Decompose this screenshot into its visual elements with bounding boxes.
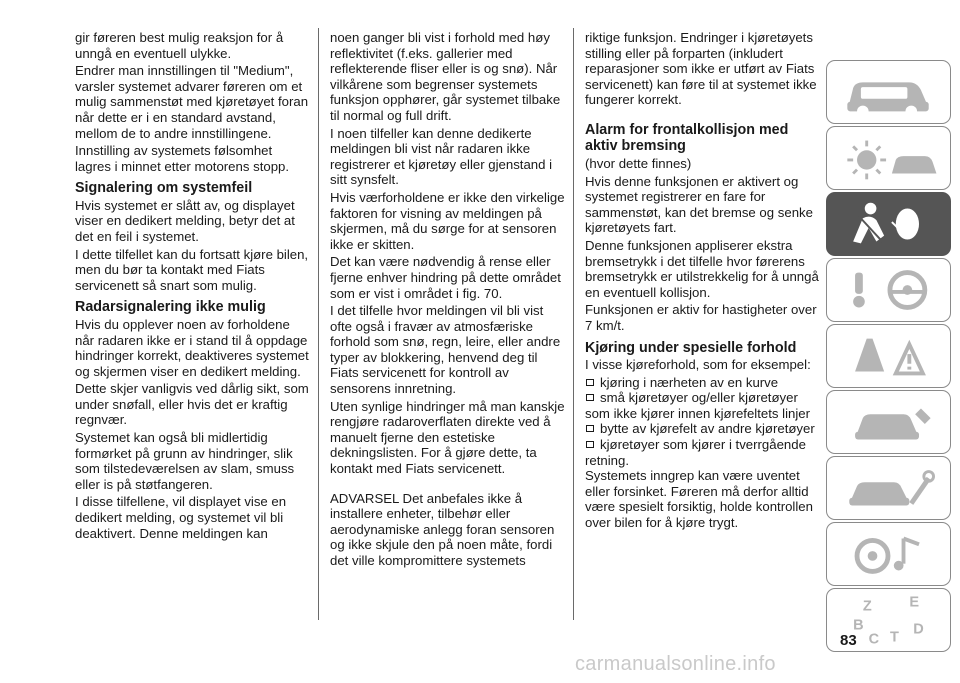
paragraph: Innstilling av systemets følsomhet lagres i minnet etter motorens stopp. [75, 143, 290, 174]
list-item-continuation: som ikke kjører innen kjørefeltets linjer [585, 405, 810, 421]
tab-emergency[interactable] [826, 324, 951, 388]
tab-lights[interactable] [826, 126, 951, 190]
paragraph: Funksjonen er aktiv for hastigheter over 7 km/t. [585, 302, 817, 333]
list-item [585, 437, 821, 468]
wrench-car-icon [827, 457, 950, 519]
tab-starting-driving[interactable] [826, 258, 951, 322]
airbag-seatbelt-icon [827, 193, 950, 255]
tab-car-dashboard[interactable] [826, 60, 951, 124]
watermark: carmanualsonline.info [575, 653, 776, 675]
section-heading: Kjøring under spesielle forhold [585, 339, 797, 356]
column-divider [318, 28, 319, 620]
list-item [585, 421, 821, 437]
paragraph: Hvis værforholdene er ikke den virkelige faktoren for visning av meldingen på skjermen, må du sørge for at sensoren ikke er skitten. [330, 189, 565, 252]
list-item-text: små kjøretøyer og/eller kjøretøyer [600, 390, 798, 406]
paragraph: noen ganger bli vist i forhold med høy reflektivitet (f.eks. gallerier med reflekterende fliser eller is og snø). Når vilkårene som begrenser systemets funksjon opphører, går systemet tilbake til normal og full drift. [330, 30, 561, 123]
section-heading: Alarm for frontalkollisjon med aktiv bremsing [585, 121, 789, 155]
paragraph: Hvis denne funksjonen er aktivert og systemet registrerer en fare for sammenstøt, kan det bremse og senke kjøretøyets fart. [585, 173, 813, 236]
paragraph: (hvor dette finnes) [585, 155, 692, 171]
column-divider [573, 28, 574, 620]
index-letter: D [913, 621, 924, 638]
paragraph: I noen tilfeller kan denne dedikerte meldingen bli vist når radaren ikke registrerer et kjøretøy eller gjenstand i sitt synsfelt. [330, 125, 553, 188]
paragraph: Uten synlige hindringer må man kanskje rengjøre radaroverflaten direkte ved å manuelt fjerne den estetiske dekningslisten. For å gjøre dette, ta kontakt med Fiats servicenett. [330, 398, 565, 477]
text-column-1 [75, 30, 311, 543]
list-item-continuation: retning. [585, 452, 629, 468]
index-letter: Z [862, 598, 872, 615]
section-heading: Signalering om systemfeil [75, 180, 253, 197]
paragraph: Denne funksjonen appliserer ekstra bremsetrykk i det tilfelle hvor førerens bremsetrykk er utilstrekkelig for å unngå en eventuell kollisjon. [585, 237, 819, 300]
list-item [585, 375, 821, 391]
paragraph: Dette skjer vanligvis ved dårlig sikt, som under snøfall, eller hvis det er kraftig regnvær. [75, 381, 309, 428]
text-column-2 [330, 30, 566, 571]
paragraph: I det tilfelle hvor meldingen vil bli vist ofte også i fravær av atmosfæriske forhold som snø, regn, leire, eller andre typer av blokkering, henvend deg til Fiats servicenett for kontroll av sensorens innretning. [330, 303, 561, 397]
index-letter: B [853, 617, 864, 634]
tab-multimedia[interactable] [826, 522, 951, 586]
warning-triangle-icon [827, 325, 950, 387]
tab-safety[interactable] [826, 192, 951, 256]
paragraph: Det kan være nødvendig å rense eller fjerne enhver hindring på dette området som er vist i området i fig. 70. [330, 254, 561, 301]
index-letter: C [868, 631, 880, 648]
warning-text: ADVARSEL Det anbefales ikke å installere enheter, tilbehør eller aerodynamiske anlegg foran sensoren og ikke skjule den på noen måte, fordi det ville kompromittere systemets [330, 490, 555, 568]
sun-lights-icon [827, 127, 950, 189]
index-letter: T [889, 629, 899, 646]
paragraph: I visse kjøreforhold, som for eksempel: [585, 357, 811, 372]
index-letter: E [909, 594, 920, 611]
paragraph: Hvis du opplever noen av forholdene når radaren ikke er i stand til å oppdage hindringer korrekt, deaktiveres systemet og skjermen viser en dedikert melding. [75, 316, 309, 379]
car-dashboard-icon [827, 61, 950, 123]
condition-list [585, 375, 821, 469]
list-item-text: bytte av kjørefelt av andre kjøretøyer [600, 421, 815, 437]
text-column-3 [585, 30, 821, 533]
paragraph: riktige funksjon. Endringer i kjøretøyets stilling eller på forparten (inkludert reparasjoner som ikke er utført av Fiats servicenett) kan føre til at systemet ikke fungerer korrekt. [585, 30, 817, 108]
tab-technical-data[interactable] [826, 456, 951, 520]
list-item [585, 390, 821, 421]
media-music-icon [827, 523, 950, 585]
section-heading: Radarsignalering ikke mulig [75, 299, 266, 316]
paragraph: Endrer man innstillingen til "Medium", varsler systemet advarer føreren om et mulig sammenstøt med kjøretøyet foran når dette er i en standard avstand, mellom de to andre innstillingene. [75, 63, 309, 141]
key-steering-icon [827, 259, 950, 321]
paragraph: Hvis systemet er slått av, og displayet viser en dedikert melding, betyr det at det en feil i systemet. [75, 197, 295, 245]
paragraph: I dette tilfellet kan du fortsatt kjøre bilen, men du bør ta kontakt med Fiats servicenett så snart som mulig. [75, 246, 309, 293]
page-number: 83 [840, 632, 857, 649]
paragraph: I disse tilfellene, vil displayet vise en dedikert melding, og systemet vil bli deaktivert. Denne meldingen kan [75, 494, 287, 541]
list-item-text: kjøring i nærheten av en kurve [600, 374, 779, 390]
paragraph: Systemets inngrep kan være uventet eller forsinket. Føreren må derfor alltid være spesielt forsiktig, holde kontrollen over bilen for å kjøre trygt. [585, 468, 813, 530]
list-item-text: kjøretøyer som kjører i tverrgående [600, 436, 806, 452]
car-service-icon [827, 391, 950, 453]
tab-maintenance[interactable] [826, 390, 951, 454]
paragraph: gir føreren best mulig reaksjon for å unngå en eventuell ulykke. [75, 30, 284, 61]
paragraph: Systemet kan også bli midlertidig formørket på grunn av hindringer, slik som tilstedeværelsen av slam, smuss eller is på støtfangeren. [75, 430, 295, 492]
